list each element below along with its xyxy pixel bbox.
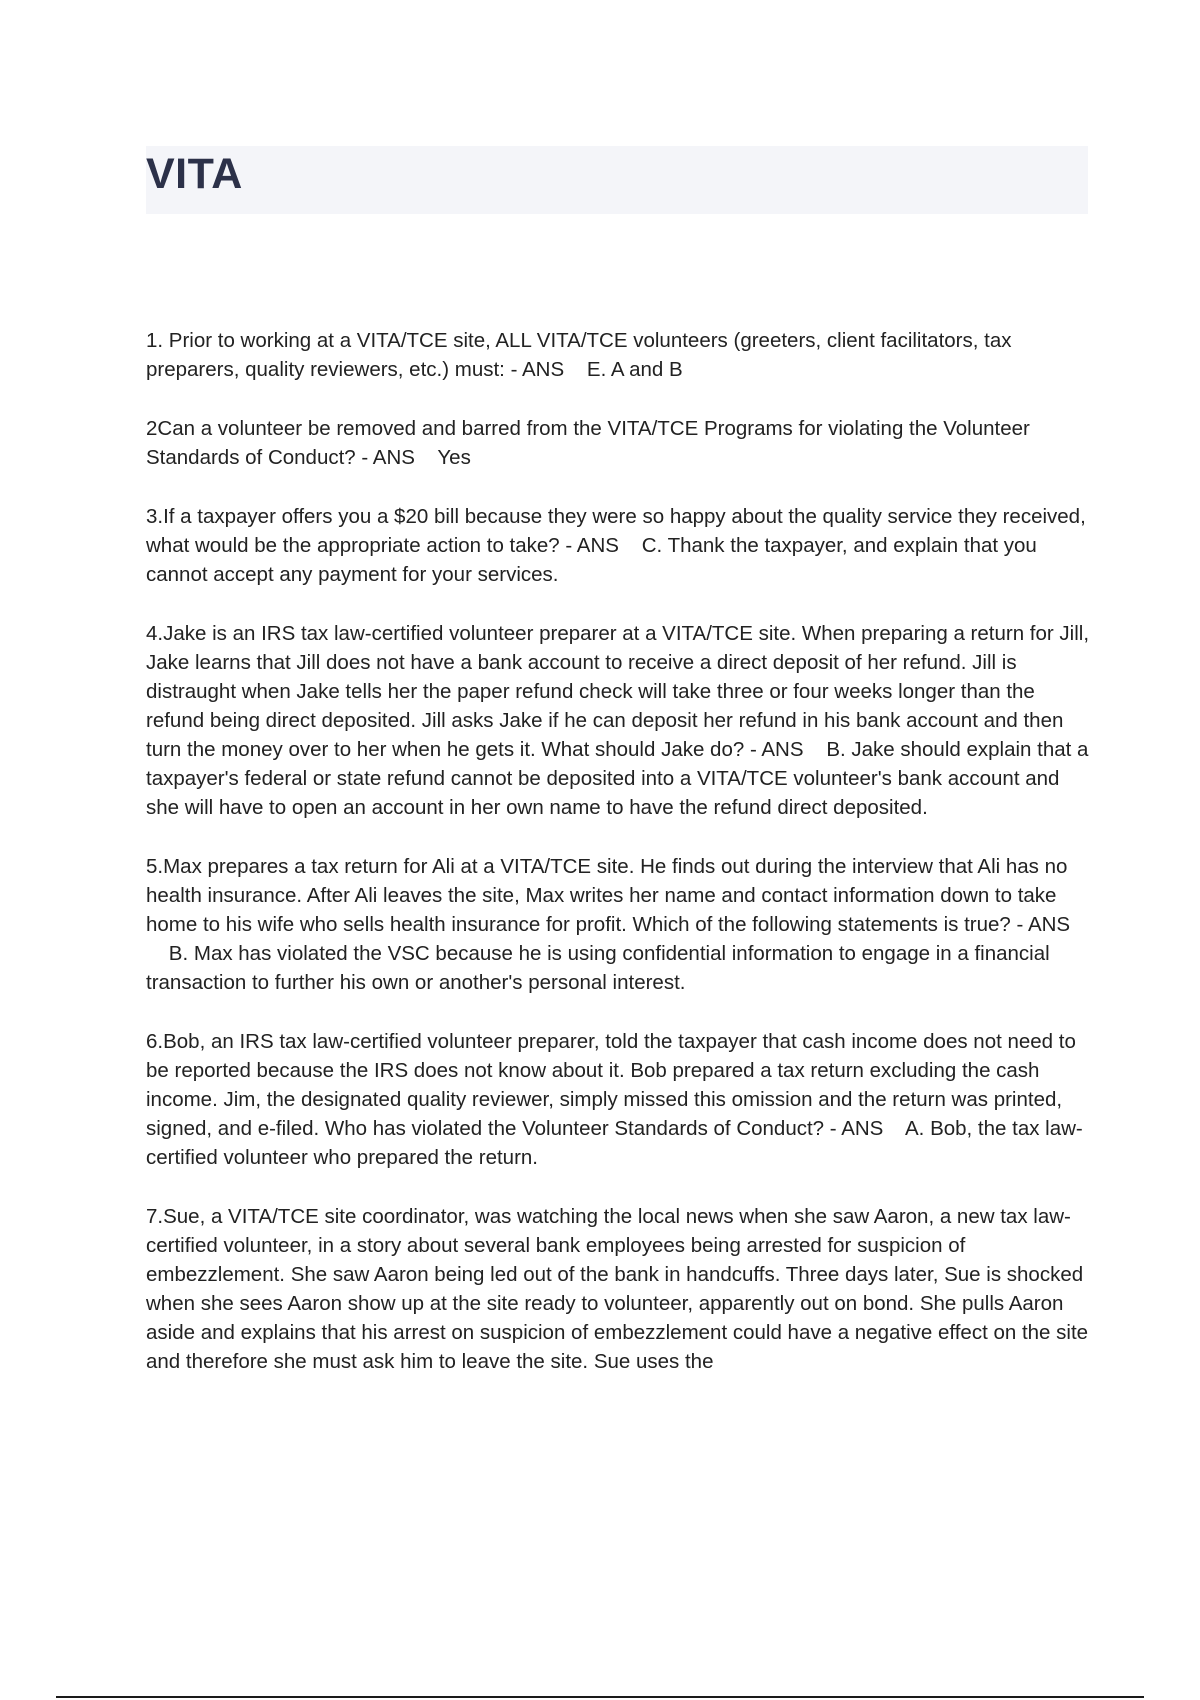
question-text: 2Can a volunteer be removed and barred from the VITA/TCE Programs for violating the Volunteer Standards of Conduct? [146,417,1030,469]
qa-item-2 [146,414,1096,472]
footer-divider [56,1696,1144,1698]
answer-marker: - ANS [361,446,415,469]
answer-text: A. Bob, the tax law-certified volunteer who prepared the return. [146,1117,1083,1169]
question-text: 7.Sue, a VITA/TCE site coordinator, was watching the local news when she saw Aaron, a new tax law-certified volunteer, in a story about several bank employees being arrested for suspicion of embezzlement. She saw Aaron being led out of the bank in handcuffs. Three days later, Sue is shocked when she sees Aaron show up at the site ready to volunteer, apparently out on bond. She pulls Aaron aside and explains that his arrest on suspicion of embezzlement could have a negative effect on the site and therefore she must ask him to leave the site. Sue uses the [146,1205,1089,1373]
answer-text: E. A and B [586,358,683,381]
question-text: 6.Bob, an IRS tax law-certified volunteer preparer, told the taxpayer that cash income does not need to be reported because the IRS does not know about it. Bob prepared a tax return excluding the cash income. Jim, the designated quality reviewer, simply missed this omission and the return was printed, signed, and e-filed. Who has violated the Volunteer Standards of Conduct? [146,1030,1076,1140]
answer-text: C. Thank the taxpayer, and explain that you cannot accept any payment for your services. [146,534,1037,586]
answer-marker: - ANS [565,534,619,557]
question-text: 1. Prior to working at a VITA/TCE site, ALL VITA/TCE volunteers (greeters, client facilitators, tax preparers, quality reviewers, etc.) must: [146,329,1012,381]
qa-item-7 [146,1202,1096,1376]
qa-item-1 [146,326,1096,384]
question-text: 4.Jake is an IRS tax law-certified volunteer preparer at a VITA/TCE site. When preparing a return for Jill, Jake learns that Jill does not have a bank account to receive a direct deposit of her refund. Jill is distraught when Jake tells her the paper refund check will take three or four weeks longer than the refund being direct deposited. Jill asks Jake if he can deposit her refund in his bank account and then turn the money over to her when he gets it. What should Jake do? [146,622,1090,761]
answer-marker: - ANS [510,358,565,381]
qa-item-3 [146,502,1096,589]
answer-marker: - ANS [749,738,804,761]
question-text: 5.Max prepares a tax return for Ali at a VITA/TCE site. He finds out during the interview that Ali has no health insurance. After Ali leaves the site, Max writes her name and contact information down to take home to his wife who sells health insurance for profit. Which of the following statements is true? [146,855,1068,936]
answer-text: B. Jake should explain that a taxpayer's federal or state refund cannot be deposited into a VITA/TCE volunteer's bank account and she will have to open an account in her own name to have the refund direct deposited. [146,738,1089,819]
answer-text: Yes [437,446,471,469]
qa-item-5 [146,852,1096,997]
question-text: 3.If a taxpayer offers you a $20 bill because they were so happy about the quality service they received, what would be the appropriate action to take? [146,505,1086,557]
answer-text: B. Max has violated the VSC because he is using confidential information to engage in a financial transaction to further his own or another's personal interest. [146,942,1050,994]
page-title: VITA [146,150,243,198]
title-band [146,146,1088,214]
answer-marker: - ANS [829,1117,884,1140]
qa-item-6 [146,1027,1096,1172]
qa-item-4 [146,619,1096,822]
qa-list [146,326,1096,1406]
answer-marker: - ANS [1016,913,1071,936]
